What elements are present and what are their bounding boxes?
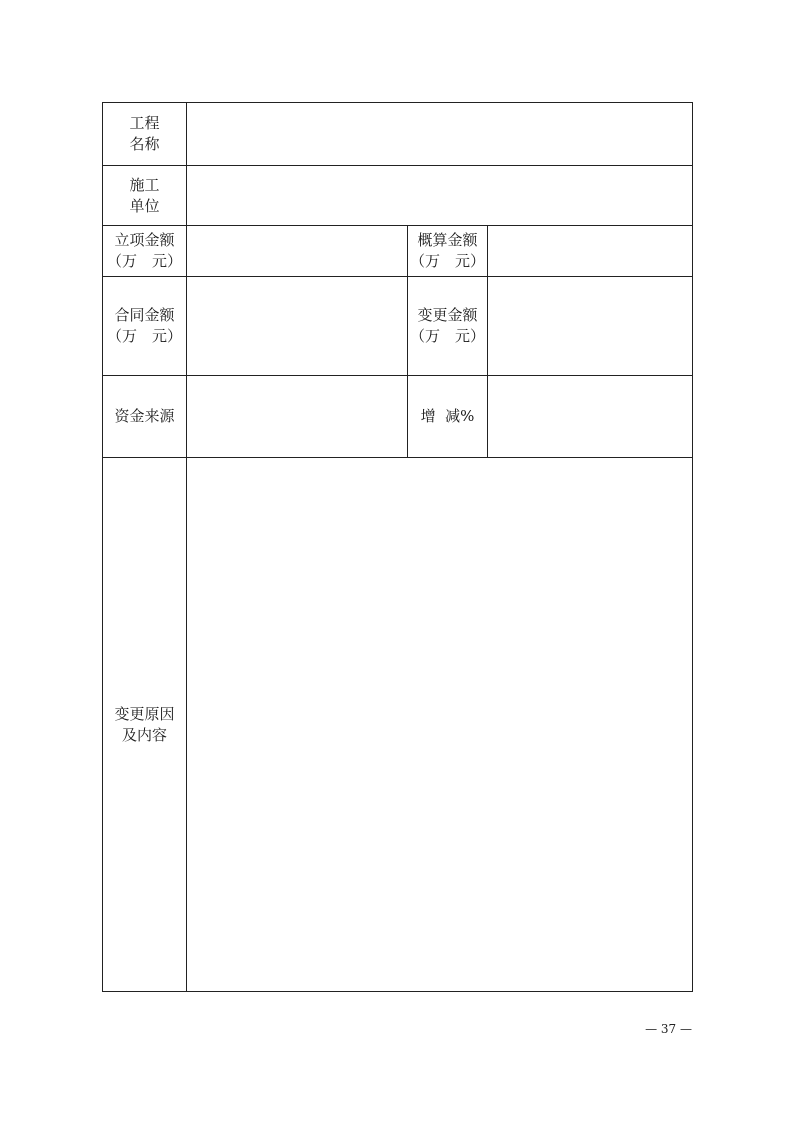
change-form-table xyxy=(102,102,693,992)
change-reason-label: 变更原因 及内容 xyxy=(103,458,187,992)
contract-amount-field[interactable] xyxy=(187,277,408,376)
row-fund-source xyxy=(103,376,693,458)
increase-decrease-label: 增 减% xyxy=(408,376,488,458)
approved-amount-field[interactable] xyxy=(187,226,408,277)
row-approved-budget xyxy=(103,226,693,277)
fund-source-field[interactable] xyxy=(187,376,408,458)
change-amount-field[interactable] xyxy=(488,277,693,376)
construction-unit-field[interactable] xyxy=(187,166,693,226)
contract-amount-label: 合同金额 （万 元） xyxy=(103,277,187,376)
budget-amount-label: 概算金额 （万 元） xyxy=(408,226,488,277)
approved-amount-label: 立项金额 （万 元） xyxy=(103,226,187,277)
project-name-field[interactable] xyxy=(187,103,693,166)
increase-decrease-field[interactable] xyxy=(488,376,693,458)
fund-source-label: 资金来源 xyxy=(103,376,187,458)
page-number: — 37 — xyxy=(645,1022,692,1036)
budget-amount-field[interactable] xyxy=(488,226,693,277)
row-contract-change xyxy=(103,277,693,376)
row-change-reason xyxy=(103,458,693,992)
row-construction-unit xyxy=(103,166,693,226)
row-project-name xyxy=(103,103,693,166)
project-name-label: 工程 名称 xyxy=(103,103,187,166)
change-reason-field[interactable] xyxy=(187,458,693,992)
change-amount-label: 变更金额 （万 元） xyxy=(408,277,488,376)
construction-unit-label: 施工 单位 xyxy=(103,166,187,226)
